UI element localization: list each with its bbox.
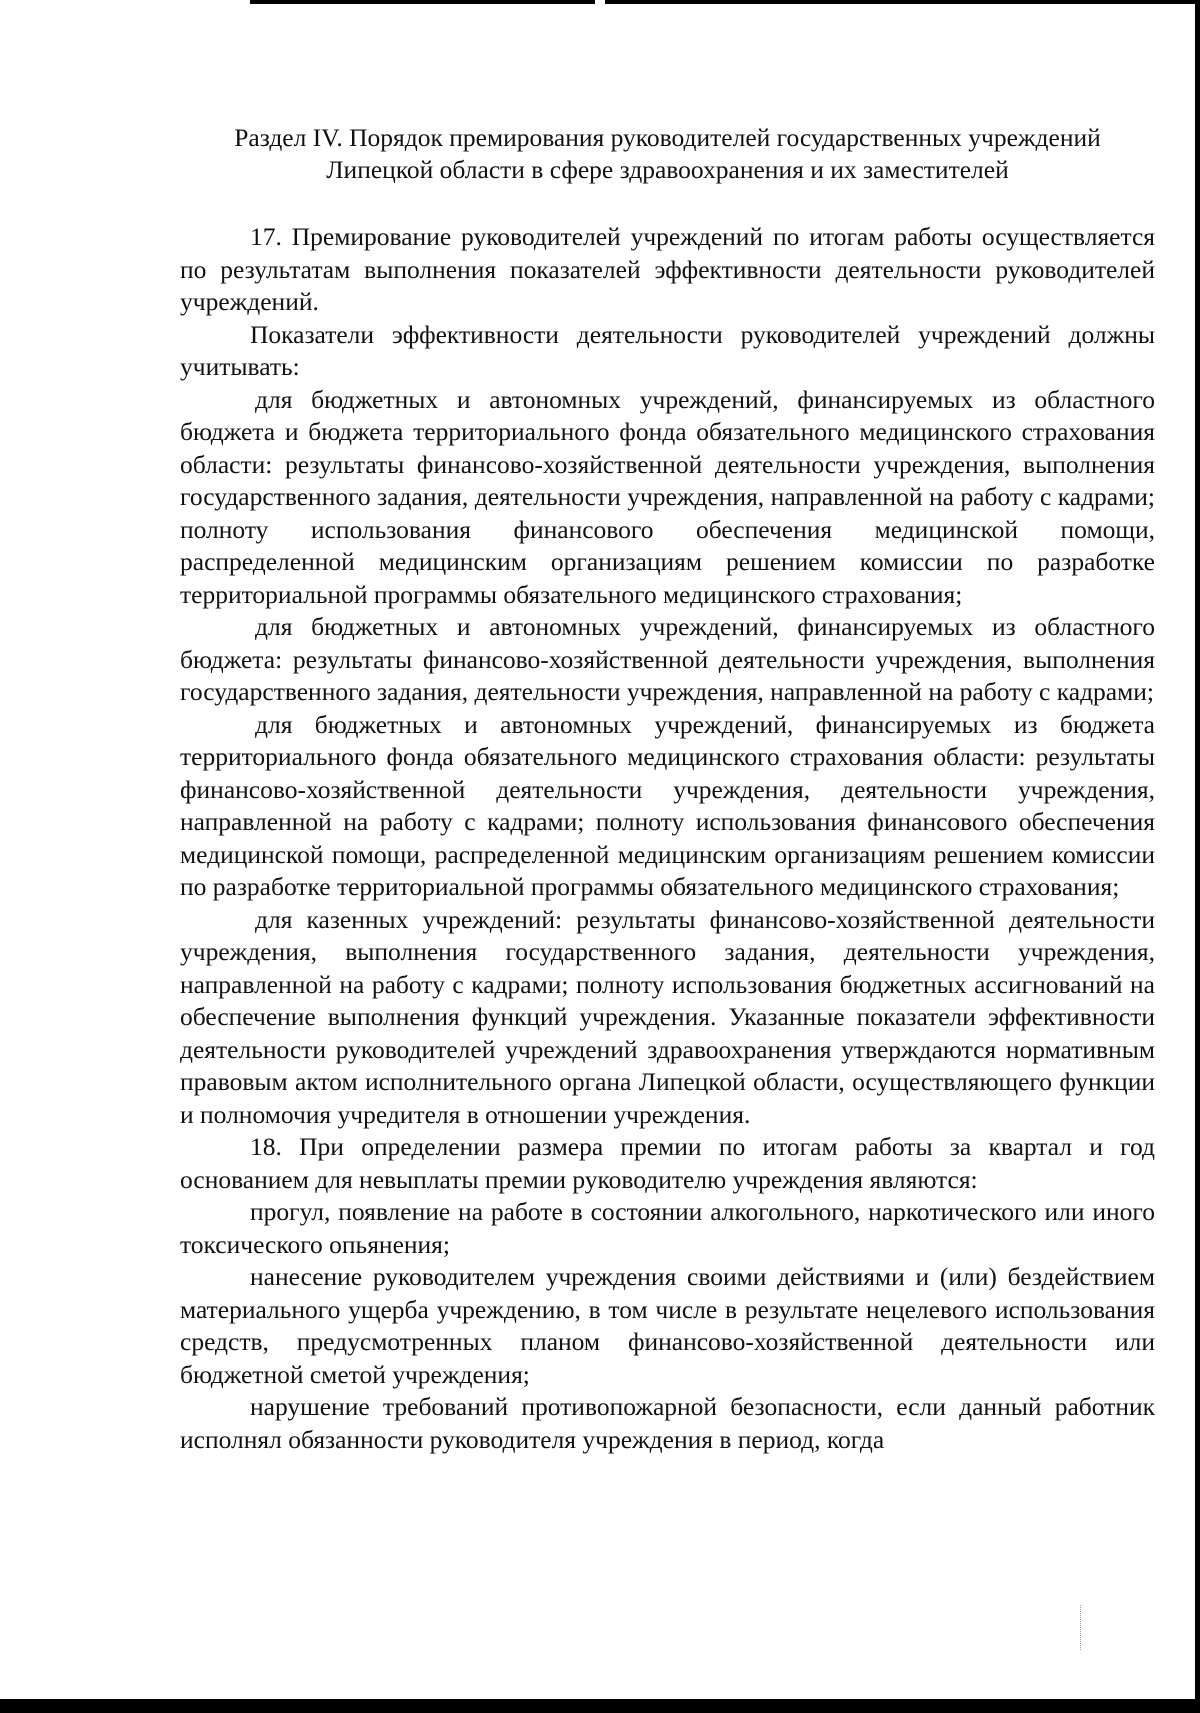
- paragraph-budget-and-fund: для бюджетных и автономных учреждений, финансируемых из областного бюджета и бюджета территориального фонда обязательного медицинского страхования области: результаты финансово-хозяйственной деятельности учреждения, выполнения государственного задания, деятельности учреждения, направленной на работу с кадрами; полноту использования финансового обеспечения медицинской помощи, распределенной медицинским организациям решением комиссии по разработке территориальной программы обязательного медицинского страхования;: [180, 384, 1155, 609]
- paragraph-damage: нанесение руководителем учреждения своими действиями и (или) бездействием материального ущерба учреждению, в том числе в результате нецелевого использования средств, предусмотренных планом финансово-хозяйственной деятельности или бюджетной сметой учреждения;: [180, 1262, 1155, 1389]
- paragraph-17: 17. Премирование руководителей учреждений по итогам работы осуществляется по результатам выполнения показателей эффективности деятельности руководителей учреждений.: [180, 222, 1155, 316]
- section-heading-line-2: Липецкой области в сфере здравоохранения и их заместителей: [326, 155, 1009, 184]
- paragraph-indicators-intro: Показатели эффективности деятельности руководителей учреждений должны учитывать:: [180, 319, 1155, 381]
- paragraph-regional-budget: для бюджетных и автономных учреждений, финансируемых из областного бюджета: результаты финансово-хозяйственной деятельности учреждения, выполнения государственного задания, деятельности учреждения, направленной на работу с кадрами;: [180, 612, 1155, 706]
- paragraph-fire-safety: нарушение требований противопожарной безопасности, если данный работник исполнял обязанности руководителя учреждения в период, когда: [180, 1392, 1155, 1454]
- section-heading-line-1: Раздел IV. Порядок премирования руководителей государственных учреждений: [234, 123, 1101, 152]
- paragraph-absence: прогул, появление на работе в состоянии алкогольного, наркотического или иного токсического опьянения;: [180, 1197, 1155, 1259]
- section-heading: [180, 122, 1155, 186]
- scan-border-top-left: [250, 0, 595, 4]
- paragraph-territorial-fund: для бюджетных и автономных учреждений, финансируемых из бюджета территориального фонда обязательного медицинского страхования области: результаты финансово-хозяйственной деятельности учреждения, деятельности учреждения, направленной на работу с кадрами; полноту использования финансового обеспечения медицинской помощи, распределенной медицинским организациям решением комиссии по разработке территориальной программы обязательного медицинского страхования;: [180, 709, 1155, 901]
- scan-artifact-mark: [1080, 1605, 1082, 1650]
- scan-border-right: [1195, 0, 1200, 1713]
- paragraph-18: 18. При определении размера премии по итогам работы за квартал и год основанием для невыплаты премии руководителю учреждения являются:: [180, 1132, 1155, 1194]
- scan-border-bottom: [0, 1699, 1200, 1713]
- document-page: [180, 122, 1155, 1456]
- scan-border-top-right: [605, 0, 1200, 4]
- paragraph-state-institutions: для казенных учреждений: результаты финансово-хозяйственной деятельности учреждения, выполнения государственного задания, деятельности учреждения, направленной на работу с кадрами; полноту использования бюджетных ассигнований на обеспечение выполнения функций учреждения. Указанные показатели эффективности деятельности руководителей учреждений здравоохранения утверждаются нормативным правовым актом исполнительного органа Липецкой области, осуществляющего функции и полномочия учредителя в отношении учреждения.: [180, 904, 1155, 1129]
